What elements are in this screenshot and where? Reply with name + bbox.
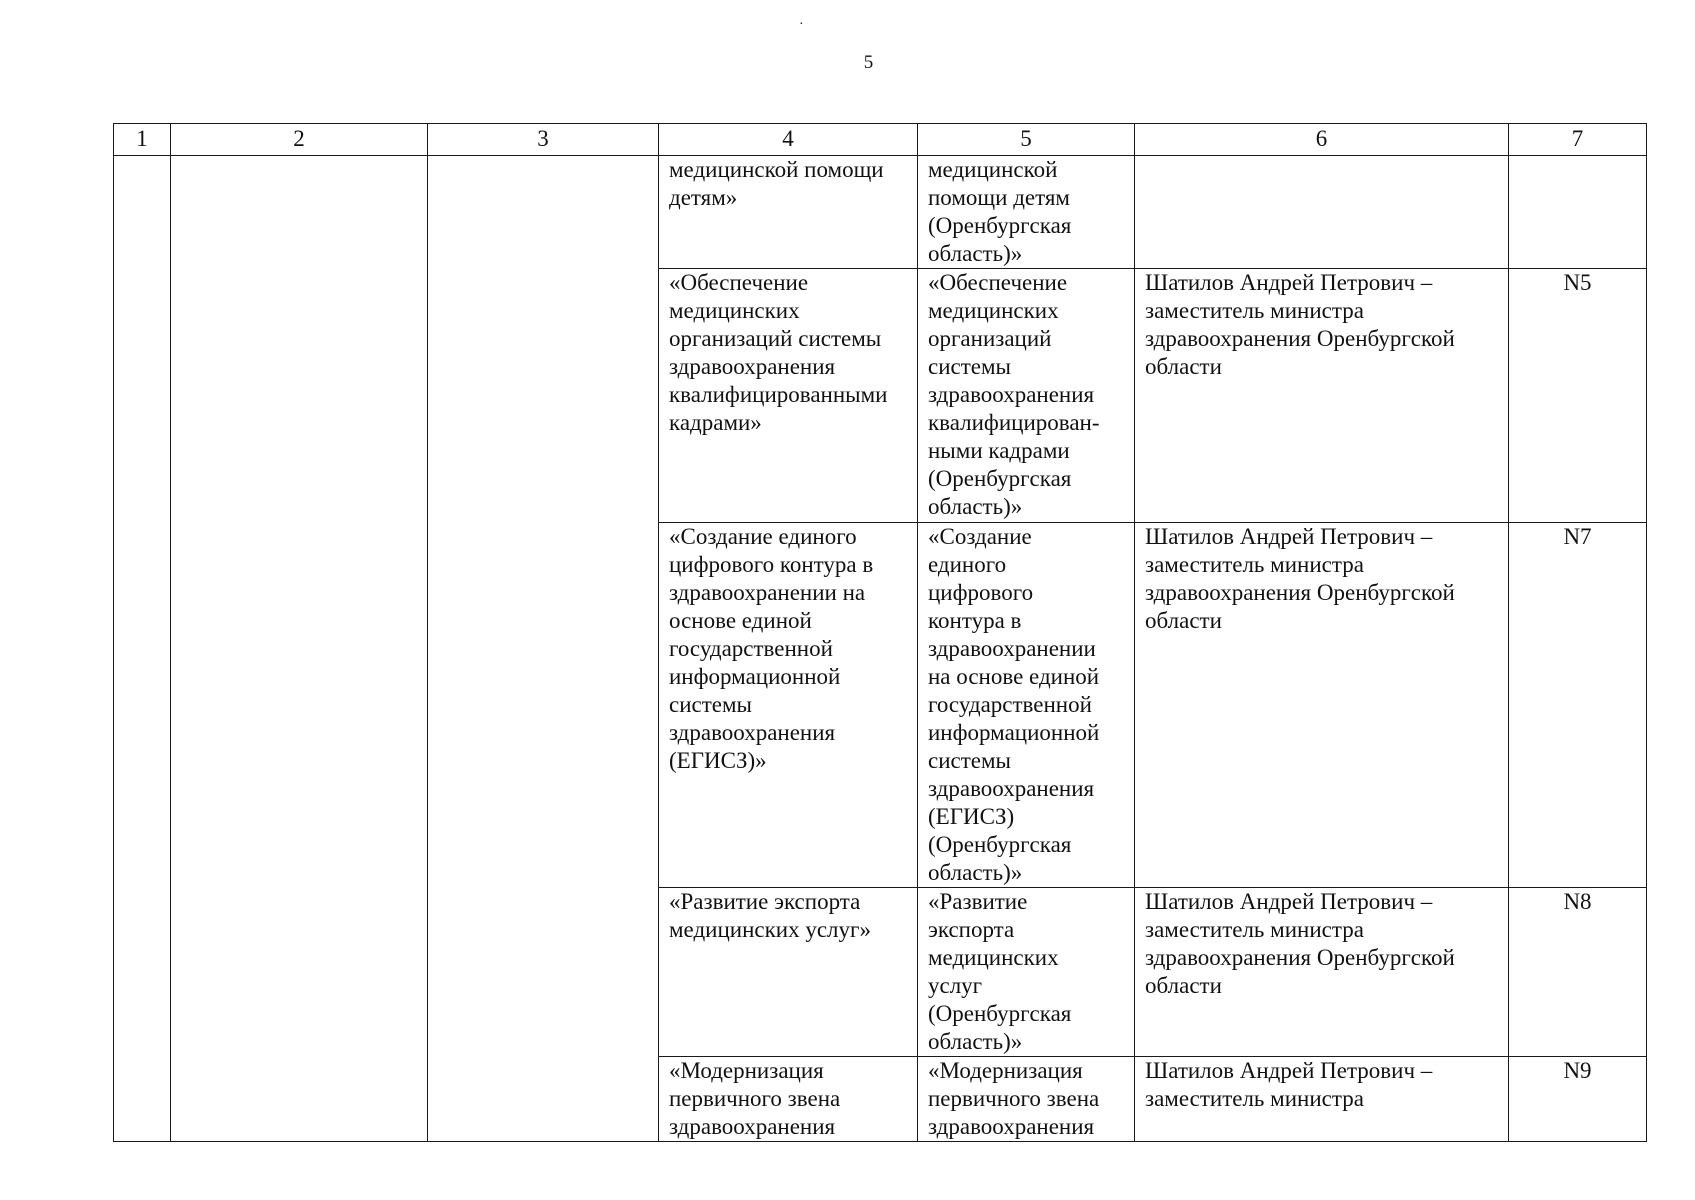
cell-responsible: [1135, 269, 1509, 523]
cell-code: [1509, 888, 1647, 1057]
cell-project-name: [659, 156, 918, 269]
column-header-5: 5: [918, 124, 1135, 156]
cell-code: [1509, 156, 1647, 269]
cell-col2-merged: [171, 156, 428, 1142]
cell-code: [1509, 269, 1647, 523]
column-header-6: 6: [1135, 124, 1509, 156]
cell-text: Шатилов Андрей Петрович – заместитель министра здравоохранения Оренбургской области: [1145, 889, 1455, 998]
column-header-1: 1: [114, 124, 171, 156]
stray-dot: ·: [799, 17, 804, 32]
cell-responsible: [1135, 523, 1509, 888]
cell-text: N7: [1563, 524, 1592, 549]
cell-responsible: [1135, 156, 1509, 269]
cell-text: «Модернизация первичного звена здравоохранения: [928, 1058, 1100, 1139]
cell-text: Шатилов Андрей Петрович – заместитель министра здравоохранения Оренбургской области: [1145, 270, 1455, 379]
column-header-4: 4: [659, 124, 918, 156]
cell-regional-project: [918, 888, 1135, 1057]
cell-code: [1509, 523, 1647, 888]
cell-text: Шатилов Андрей Петрович – заместитель министра здравоохранения Оренбургской области: [1145, 524, 1455, 633]
cell-text: «Обеспечение медицинских организаций системы здравоохранения квалифицированными кадрами»: [669, 270, 888, 435]
cell-project-name: [659, 523, 918, 888]
cell-text: медицинской помощи детям (Оренбургская область)»: [928, 157, 1072, 266]
cell-project-name: [659, 269, 918, 523]
cell-text: «Обеспечение медицинских организаций системы здравоохранения квалифицирован- ными кадрами (Оренбургская область)»: [928, 270, 1100, 519]
cell-project-name: [659, 888, 918, 1057]
cell-code: [1509, 1057, 1647, 1142]
cell-col1-merged: [114, 156, 171, 1142]
cell-text: «Создание единого цифрового контура в здравоохранении на основе единой государственной информационной системы здравоохранения (ЕГИСЗ)»: [669, 524, 874, 773]
cell-regional-project: [918, 523, 1135, 888]
cell-text: N5: [1563, 270, 1592, 295]
cell-text: Шатилов Андрей Петрович – заместитель министра: [1145, 1058, 1433, 1111]
cell-regional-project: [918, 1057, 1135, 1142]
cell-text: «Развитие экспорта медицинских услуг»: [669, 889, 871, 942]
table-header-row: [114, 124, 1647, 156]
table-row: [114, 156, 1647, 269]
cell-project-name: [659, 1057, 918, 1142]
document-table: [113, 123, 1647, 1142]
cell-col3-merged: [428, 156, 659, 1142]
cell-responsible: [1135, 888, 1509, 1057]
column-header-2: 2: [171, 124, 428, 156]
cell-text: медицинской помощи детям»: [669, 157, 884, 210]
column-header-7: 7: [1509, 124, 1647, 156]
cell-regional-project: [918, 269, 1135, 523]
cell-text: N8: [1563, 889, 1592, 914]
column-header-3: 3: [428, 124, 659, 156]
cell-text: «Модернизация первичного звена здравоохранения: [669, 1058, 841, 1139]
cell-text: «Развитие экспорта медицинских услуг (Оренбургская область)»: [928, 889, 1072, 1054]
cell-text: N9: [1563, 1058, 1592, 1083]
cell-responsible: [1135, 1057, 1509, 1142]
cell-regional-project: [918, 156, 1135, 269]
page-number: 5: [863, 52, 874, 73]
cell-text: «Создание единого цифрового контура в здравоохранении на основе единой государственной информационной системы здравоохранения (ЕГИСЗ) (Оренбургская область)»: [928, 524, 1100, 885]
